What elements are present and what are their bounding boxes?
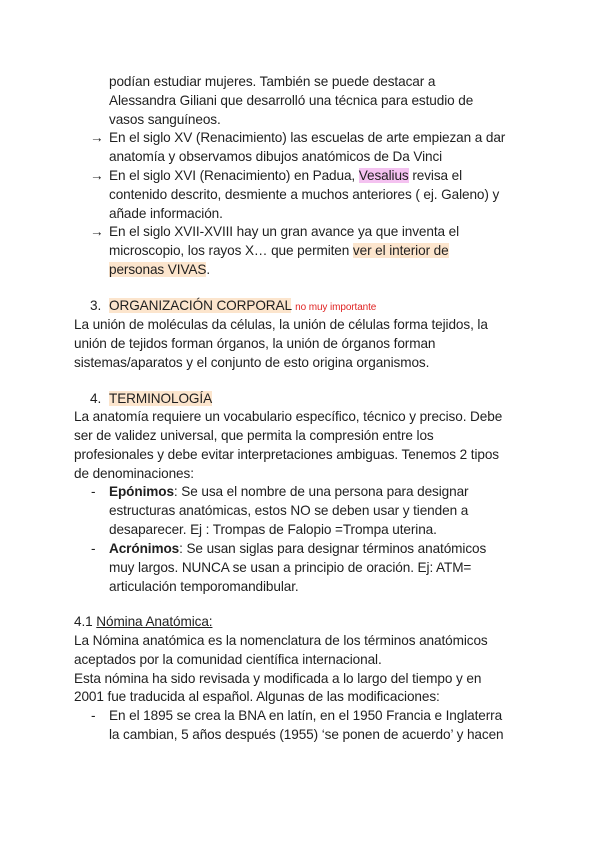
history-item4-line3: personas VIVAS. bbox=[109, 262, 211, 277]
section4-heading: TERMINOLOGÍA bbox=[109, 391, 213, 406]
arrow-icon: → bbox=[90, 224, 104, 239]
section4-body-line3: profesionales y debe evitar interpretaciones ambiguas. Tenemos 2 tipos bbox=[74, 447, 499, 462]
acronimos-line1: Acrónimos: Se usan siglas para designar términos anatómicos bbox=[109, 541, 487, 556]
eponimos-line2: estructuras anatómicas, estos NO se deben usar y tienden a bbox=[109, 503, 469, 518]
history-item2-line2: anatomía y observamos dibujos anatómicos de Da Vinci bbox=[109, 149, 443, 164]
section3-body-line2: unión de tejidos forman órganos, la unión de órganos forman bbox=[74, 336, 436, 351]
vesalius-highlight: Vesalius bbox=[358, 168, 409, 183]
dash-bullet: - bbox=[91, 541, 96, 556]
section3-heading: ORGANIZACIÓN CORPORAL no muy importante bbox=[109, 298, 377, 313]
section4-body-line1: La anatomía requiere un vocabulario específico, técnico y preciso. Debe bbox=[74, 409, 503, 424]
history-item2-line1: En el siglo XV (Renacimiento) las escuelas de arte empiezan a dar bbox=[109, 130, 506, 145]
dash-bullet: - bbox=[91, 708, 96, 723]
history-item4-line1: En el siglo XVII-XVIII hay un gran avance ya que inventa el bbox=[109, 224, 460, 239]
section3-number: 3. bbox=[90, 298, 102, 313]
section3-note: no muy importante bbox=[295, 302, 377, 313]
history-item1-line1: podían estudiar mujeres. También se puede destacar a bbox=[109, 74, 436, 89]
history-item3-line1: En el siglo XVI (Renacimiento) en Padua, Vesalius revisa el bbox=[109, 168, 463, 183]
section4-number: 4. bbox=[90, 391, 102, 406]
bna-line1: En el 1895 se crea la BNA en latín, en el 1950 Francia e Inglaterra bbox=[109, 708, 503, 723]
eponimos-line3: desaparecer. Ej : Trompas de Falopio =Trompa uterina. bbox=[109, 522, 437, 537]
history-item1-line2: Alessandra Giliani que desarrolló una técnica para estudio de bbox=[109, 93, 474, 108]
section3-body-line3: sistemas/aparatos y el conjunto de esto origina organismos. bbox=[74, 355, 430, 370]
dash-bullet: - bbox=[91, 484, 96, 499]
section41-body-line4: 2001 fue traducida al español. Algunas de las modificaciones: bbox=[74, 689, 440, 704]
section41-body-line2: aceptados por la comunidad científica internacional. bbox=[74, 652, 382, 667]
section4-body-line4: de denominaciones: bbox=[74, 466, 194, 481]
history-item1-line3: vasos sanguíneos. bbox=[109, 112, 221, 127]
section3-body-line1: La unión de moléculas da células, la unión de células forma tejidos, la bbox=[74, 317, 488, 332]
section41-body-line3: Esta nómina ha sido revisada y modificada a lo largo del tiempo y en bbox=[74, 671, 482, 686]
arrow-icon: → bbox=[90, 168, 104, 183]
arrow-icon: → bbox=[90, 130, 104, 145]
section41-body-line1: La Nómina anatómica es la nomenclatura de los términos anatómicos bbox=[74, 633, 488, 648]
section4-body-line2: ser de validez universal, que permita la compresión entre los bbox=[74, 428, 434, 443]
history-item4-line2: microscopio, los rayos X… que permiten ver el interior de bbox=[109, 243, 449, 258]
history-item3-line3: añade información. bbox=[109, 206, 223, 221]
eponimos-line1: Epónimos: Se usa el nombre de una persona para designar bbox=[109, 484, 469, 499]
history-item3-line2: contenido descrito, desmiente a muchos anteriores ( ej. Galeno) y bbox=[109, 187, 500, 202]
bna-line2: la cambian, 5 años después (1955) ‘se ponen de acuerdo’ y hacen bbox=[109, 727, 504, 742]
acronimos-line2: muy largos. NUNCA se usan a principio de oración. Ej: ATM= bbox=[109, 560, 472, 575]
acronimos-line3: articulación temporomandibular. bbox=[109, 579, 299, 594]
section41-heading: 4.1 Nómina Anatómica: bbox=[74, 614, 213, 629]
